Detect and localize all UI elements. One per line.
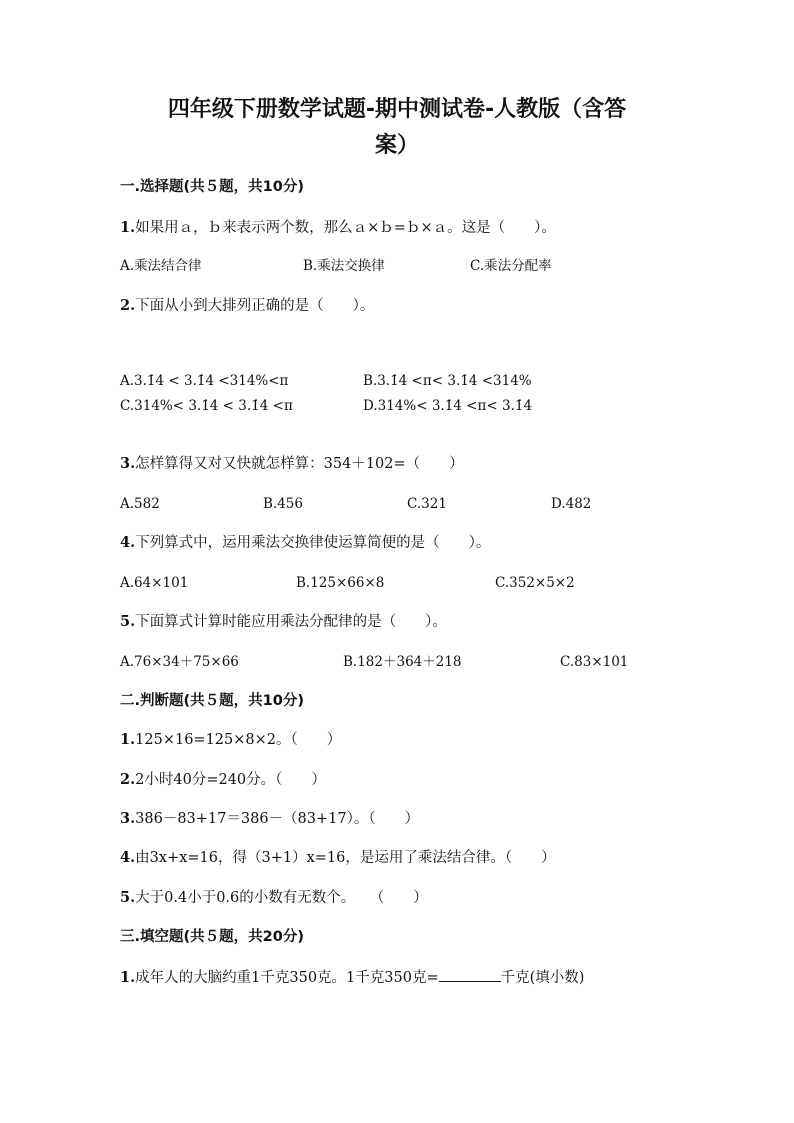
section-heading-choice: 一.选择题(共５题，共10分) xyxy=(120,179,304,195)
question-1-5 xyxy=(120,612,447,632)
section-heading-fill: 三.填空题(共５题，共20分) xyxy=(120,929,304,945)
option-a: A.3.1̇4̇ < 3.1̇4̇ <314%<π xyxy=(120,373,289,389)
option-b: B.182＋364＋218 xyxy=(343,654,462,670)
question-3-1 xyxy=(120,967,584,988)
page-title xyxy=(130,92,664,164)
option-c: C.83×101 xyxy=(560,654,629,670)
question-text: 下列算式中，运用乘法交换律使运算简便的是（ ）。 xyxy=(135,535,491,551)
question-number: 1. xyxy=(120,219,136,236)
option-b: B.3.1̇4̇ <π< 3.1̇4̇ <314% xyxy=(363,373,532,389)
question-1-4 xyxy=(120,533,490,553)
option-c: C.314%< 3.1̇4̇ < 3.1̇4̇ <π xyxy=(120,398,293,414)
question-number: 4. xyxy=(120,849,136,866)
option-b: B.125×66×8 xyxy=(296,575,385,591)
question-text: 下面算式计算时能应用乘法分配律的是（ ）。 xyxy=(135,614,447,630)
title-line-1: 四年级下册数学试题-期中测试卷-人教版（含答 xyxy=(167,97,627,122)
question-text: 386－83+17＝386－（83+17）。（ ） xyxy=(135,811,420,827)
question-2-1 xyxy=(120,730,341,750)
question-number: 3. xyxy=(120,455,136,472)
option-a: A.76×34＋75×66 xyxy=(120,654,239,670)
question-text: 下面从小到大排列正确的是（ ）。 xyxy=(135,298,375,314)
answer-blank[interactable] xyxy=(439,967,501,982)
option-a: A.乘法结合律 xyxy=(120,258,202,274)
option-b: B.456 xyxy=(263,496,303,512)
question-text: 如果用ａ，ｂ来表示两个数，那么ａ×ｂ=ｂ×ａ。这是（ ）。 xyxy=(135,220,556,236)
option-c: C.352×5×2 xyxy=(495,575,575,591)
question-text: 由3x+x=16，得（3+1）x=16，是运用了乘法结合律。（ ） xyxy=(135,850,556,866)
question-text: 成年人的大脑约重1千克350克。1千克350克= xyxy=(135,970,439,986)
question-number: 5. xyxy=(120,889,136,906)
question-text-suffix: 千克(填小数) xyxy=(500,970,585,986)
option-d: D.482 xyxy=(551,496,592,512)
title-line-2: 案） xyxy=(374,133,419,158)
question-number: 2. xyxy=(120,771,136,788)
option-a: A.64×101 xyxy=(120,575,189,591)
question-number: 3. xyxy=(120,810,136,827)
question-number: 1. xyxy=(120,969,136,986)
question-2-4 xyxy=(120,848,556,868)
question-text: 怎样算得又对又快就怎样算：354＋102=（ ） xyxy=(135,456,464,472)
question-number: 2. xyxy=(120,297,136,314)
option-c: C.乘法分配率 xyxy=(470,258,552,274)
question-2-2 xyxy=(120,770,326,790)
question-2-5 xyxy=(120,888,428,908)
question-text: 2小时40分=240分。（ ） xyxy=(135,772,326,788)
question-1-1 xyxy=(120,218,556,238)
option-c: C.321 xyxy=(407,496,447,512)
question-text: 125×16=125×8×2。（ ） xyxy=(135,732,342,748)
question-1-2 xyxy=(120,296,374,316)
option-d: D.314%< 3.1̇4̇ <π< 3.1̇4̇ xyxy=(363,398,533,414)
question-number: 4. xyxy=(120,534,136,551)
option-b: B.乘法交换律 xyxy=(303,258,385,274)
section-heading-judge: 二.判断题(共５题，共10分) xyxy=(120,693,304,709)
question-1-3 xyxy=(120,454,464,474)
option-a: A.582 xyxy=(120,496,160,512)
question-number: 5. xyxy=(120,613,136,630)
question-number: 1. xyxy=(120,731,136,748)
question-text: 大于0.4小于0.6的小数有无数个。 （ ） xyxy=(135,890,428,906)
question-2-3 xyxy=(120,809,419,829)
